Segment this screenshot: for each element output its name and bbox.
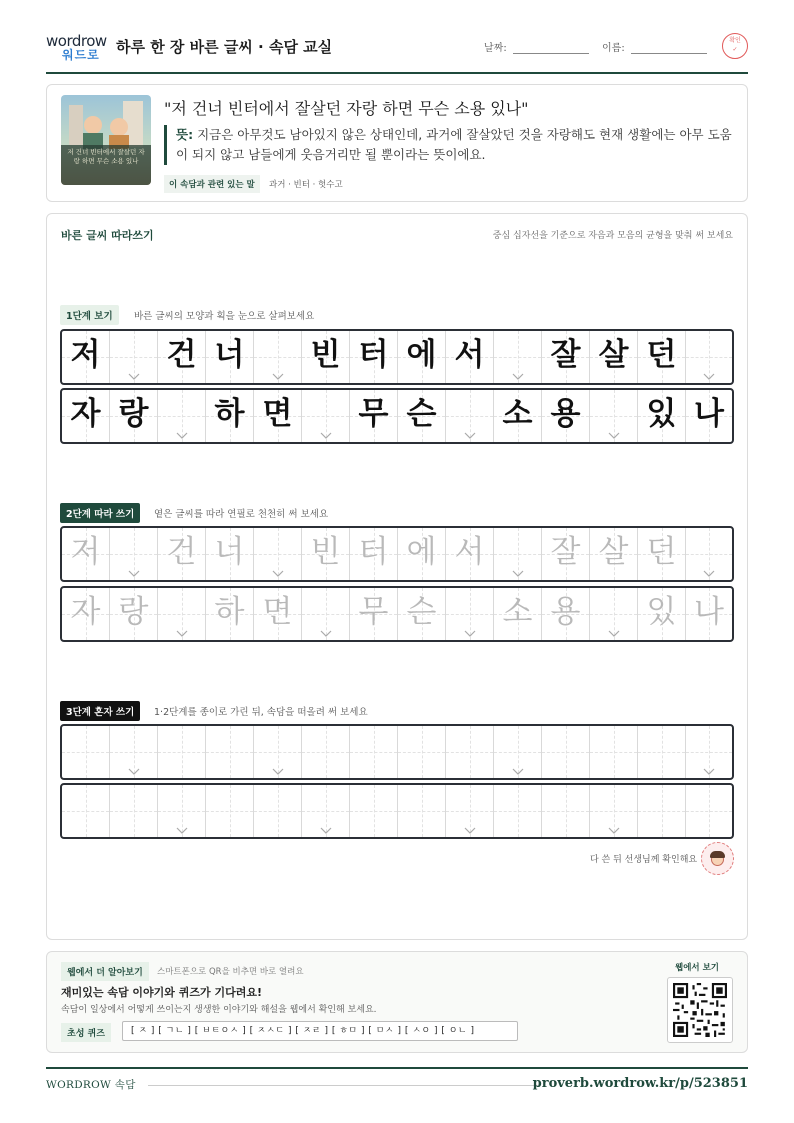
date-label: 날짜: bbox=[484, 43, 507, 54]
trace-character: 에 bbox=[406, 534, 437, 570]
name-blank[interactable] bbox=[631, 45, 707, 54]
model-character: 에 bbox=[406, 337, 437, 373]
grid-cell[interactable] bbox=[158, 528, 206, 580]
grid-cell[interactable] bbox=[638, 588, 686, 640]
trace-character: 랑 bbox=[118, 594, 149, 630]
grid-cell bbox=[350, 331, 398, 383]
grid-cell[interactable] bbox=[686, 785, 732, 837]
step2-row-2[interactable] bbox=[60, 586, 734, 642]
grid-cell[interactable] bbox=[302, 785, 350, 837]
grid-cell[interactable] bbox=[446, 528, 494, 580]
proverb-card bbox=[46, 84, 748, 202]
grid-cell bbox=[446, 331, 494, 383]
step3-tag: 3단계 혼자 쓰기 bbox=[60, 701, 140, 721]
trace-character: 나 bbox=[694, 594, 724, 630]
grid-cell bbox=[302, 331, 350, 383]
grid-cell bbox=[254, 331, 302, 383]
illustration-caption: 저 건너 빈터에서 잘살던 자랑 하면 무슨 소용 있나 bbox=[61, 145, 151, 185]
proverb-meaning bbox=[164, 125, 734, 165]
grid-cell[interactable] bbox=[494, 726, 542, 778]
space-mark-icon bbox=[128, 373, 140, 381]
space-mark-icon bbox=[272, 373, 284, 381]
space-mark-icon bbox=[320, 432, 332, 440]
trace-character: 서 bbox=[454, 534, 485, 570]
grid-cell[interactable] bbox=[398, 588, 446, 640]
chosung-quiz: [ ㅈ ] [ ㄱㄴ ] [ ㅂㅌㅇㅅ ] [ ㅈㅅㄷ ] [ ㅈㄹ ] [ ㅎㅁ ] [ ㅁㅅ ] [ ㅅㅇ ] [ ㅇㄴ ] bbox=[122, 1021, 518, 1041]
grid-cell bbox=[686, 390, 732, 442]
grid-cell[interactable] bbox=[446, 785, 494, 837]
date-field[interactable] bbox=[484, 39, 589, 54]
grid-cell[interactable] bbox=[398, 528, 446, 580]
space-mark-icon bbox=[320, 827, 332, 835]
related-label: 이 속담과 관련 있는 말 bbox=[164, 175, 260, 193]
space-mark-icon bbox=[703, 570, 715, 578]
page-title: 하루 한 장 바른 글씨 · 속담 교실 bbox=[116, 38, 333, 56]
grid-cell[interactable] bbox=[350, 785, 398, 837]
space-mark-icon bbox=[320, 630, 332, 638]
stamp-hair bbox=[710, 851, 725, 858]
grid-cell[interactable] bbox=[590, 726, 638, 778]
step1-row-1 bbox=[60, 329, 734, 385]
grid-cell bbox=[62, 331, 110, 383]
grid-cell bbox=[446, 390, 494, 442]
practice-note: 중심 십자선을 기준으로 자음과 모음의 균형을 맞춰 써 보세요 bbox=[492, 231, 733, 241]
quiz-tag: 초성 퀴즈 bbox=[61, 1023, 111, 1042]
grid-cell bbox=[398, 390, 446, 442]
grid-cell[interactable] bbox=[686, 726, 732, 778]
name-field[interactable] bbox=[602, 39, 707, 54]
grid-cell[interactable] bbox=[302, 588, 350, 640]
grid-cell[interactable] bbox=[638, 528, 686, 580]
model-character: 너 bbox=[214, 337, 245, 373]
grid-cell[interactable] bbox=[254, 785, 302, 837]
check-stamp-icon: 확인 ✓ bbox=[722, 33, 748, 59]
step2-row-1-cells[interactable] bbox=[62, 528, 732, 580]
grid-cell[interactable] bbox=[542, 528, 590, 580]
wordrow-logo[interactable] bbox=[46, 32, 108, 62]
model-character: 서 bbox=[454, 337, 485, 373]
model-character: 슨 bbox=[406, 396, 437, 432]
model-character: 면 bbox=[262, 396, 293, 432]
web-more-box bbox=[46, 951, 748, 1053]
space-mark-icon bbox=[272, 570, 284, 578]
logo-hangul: 워드로 bbox=[62, 48, 100, 62]
grid-cell[interactable] bbox=[254, 588, 302, 640]
grid-cell[interactable] bbox=[542, 588, 590, 640]
trace-character: 살 bbox=[598, 534, 629, 570]
space-mark-icon bbox=[128, 768, 140, 776]
grid-cell bbox=[590, 390, 638, 442]
grid-cell[interactable] bbox=[110, 726, 158, 778]
trace-character: 건 bbox=[166, 534, 197, 570]
model-character: 랑 bbox=[118, 396, 149, 432]
trace-character: 무 bbox=[358, 594, 389, 630]
grid-cell[interactable] bbox=[206, 528, 254, 580]
grid-cell[interactable] bbox=[446, 726, 494, 778]
grid-cell[interactable] bbox=[494, 588, 542, 640]
meaning-label: 뜻: bbox=[176, 127, 194, 142]
step3-row-2-cells[interactable] bbox=[62, 785, 732, 837]
space-mark-icon bbox=[176, 432, 188, 440]
grid-cell bbox=[350, 390, 398, 442]
space-mark-icon bbox=[464, 630, 476, 638]
name-label: 이름: bbox=[602, 43, 625, 54]
model-character: 잘 bbox=[550, 337, 581, 373]
grid-cell[interactable] bbox=[350, 588, 398, 640]
grid-cell bbox=[206, 390, 254, 442]
footer-divider bbox=[148, 1085, 538, 1086]
step3-row-1-cells[interactable] bbox=[62, 726, 732, 778]
model-character: 저 bbox=[70, 337, 101, 373]
space-mark-icon bbox=[176, 827, 188, 835]
grid-cell bbox=[158, 331, 206, 383]
model-character: 살 bbox=[598, 337, 629, 373]
step1-tag: 1단계 보기 bbox=[60, 305, 119, 325]
grid-cell bbox=[542, 331, 590, 383]
trace-character: 던 bbox=[646, 534, 677, 570]
grid-cell[interactable] bbox=[398, 726, 446, 778]
grid-cell[interactable] bbox=[638, 726, 686, 778]
grid-cell[interactable] bbox=[590, 528, 638, 580]
model-character: 자 bbox=[70, 396, 101, 432]
step2-row-1[interactable] bbox=[60, 526, 734, 582]
practice-title: 바른 글씨 따라쓰기 bbox=[61, 229, 154, 242]
model-character: 하 bbox=[214, 396, 245, 432]
grid-cell bbox=[158, 390, 206, 442]
qr-hint: 스마트폰으로 QR을 비추면 바로 열려요 bbox=[157, 967, 304, 977]
proverb-title: "저 건너 빈터에서 잘살던 자랑 하면 무슨 소용 있나" bbox=[164, 99, 529, 118]
space-mark-icon bbox=[703, 373, 715, 381]
trace-character: 잘 bbox=[550, 534, 581, 570]
step2-desc: 옅은 글씨를 따라 연필로 천천히 써 보세요 bbox=[154, 509, 329, 520]
teacher-note: 다 쓴 뒤 선생님께 확인해요 bbox=[590, 855, 698, 865]
proverb-url-link[interactable]: proverb.wordrow.kr/p/523851 bbox=[532, 1076, 748, 1091]
qr-label: 웹에서 보기 bbox=[674, 963, 719, 973]
grid-cell[interactable] bbox=[686, 528, 732, 580]
space-mark-icon bbox=[464, 827, 476, 835]
step3-desc: 1·2단계를 종이로 가린 뒤, 속담을 떠올려 써 보세요 bbox=[154, 707, 368, 718]
grid-cell[interactable] bbox=[206, 785, 254, 837]
trace-character: 소 bbox=[502, 594, 533, 630]
grid-cell bbox=[302, 390, 350, 442]
space-mark-icon bbox=[608, 630, 620, 638]
related-keywords: 과거 · 빈터 · 헛수고 bbox=[269, 180, 343, 190]
grid-cell[interactable] bbox=[206, 588, 254, 640]
grid-cell[interactable] bbox=[206, 726, 254, 778]
grid-cell[interactable] bbox=[62, 785, 110, 837]
trace-character: 터 bbox=[358, 534, 389, 570]
grid-cell bbox=[62, 390, 110, 442]
date-blank[interactable] bbox=[513, 45, 589, 54]
step2-row-2-cells[interactable] bbox=[62, 588, 732, 640]
grid-cell bbox=[542, 390, 590, 442]
trace-character: 용 bbox=[550, 594, 581, 630]
grid-cell[interactable] bbox=[158, 588, 206, 640]
grid-cell[interactable] bbox=[638, 785, 686, 837]
model-character: 건 bbox=[166, 337, 197, 373]
model-character: 터 bbox=[358, 337, 389, 373]
space-mark-icon bbox=[608, 827, 620, 835]
trace-character: 하 bbox=[214, 594, 245, 630]
teacher-stamp-icon bbox=[701, 842, 734, 875]
logo-wordmark: wordrow bbox=[46, 32, 107, 50]
space-mark-icon bbox=[512, 570, 524, 578]
grid-cell[interactable] bbox=[254, 528, 302, 580]
step2-tag: 2단계 따라 쓰기 bbox=[60, 503, 140, 523]
step1-desc: 바른 글씨의 모양과 획을 눈으로 살펴보세요 bbox=[134, 311, 315, 322]
grid-cell bbox=[110, 331, 158, 383]
grid-cell[interactable] bbox=[110, 528, 158, 580]
grid-cell bbox=[206, 331, 254, 383]
step3-row-2[interactable] bbox=[60, 783, 734, 839]
space-mark-icon bbox=[176, 630, 188, 638]
grid-cell[interactable] bbox=[686, 588, 732, 640]
grid-cell bbox=[494, 390, 542, 442]
trace-character: 빈 bbox=[310, 534, 341, 570]
step3-row-1[interactable] bbox=[60, 724, 734, 780]
qr-code-icon[interactable] bbox=[667, 977, 733, 1043]
grid-cell[interactable] bbox=[62, 528, 110, 580]
grid-cell[interactable] bbox=[542, 785, 590, 837]
grid-cell bbox=[110, 390, 158, 442]
trace-character: 면 bbox=[262, 594, 293, 630]
grid-cell[interactable] bbox=[110, 785, 158, 837]
space-mark-icon bbox=[703, 768, 715, 776]
grid-cell bbox=[494, 331, 542, 383]
space-mark-icon bbox=[608, 432, 620, 440]
qr-pattern bbox=[673, 983, 727, 1037]
trace-character: 저 bbox=[70, 534, 101, 570]
grid-cell[interactable] bbox=[254, 726, 302, 778]
footer-brand: WORDROW 속담 bbox=[46, 1079, 136, 1091]
grid-cell bbox=[638, 390, 686, 442]
grid-cell bbox=[254, 390, 302, 442]
trace-character: 자 bbox=[70, 594, 101, 630]
model-character: 나 bbox=[694, 396, 724, 432]
model-character: 던 bbox=[646, 337, 677, 373]
grid-cell[interactable] bbox=[62, 588, 110, 640]
grid-cell[interactable] bbox=[494, 785, 542, 837]
grid-cell[interactable] bbox=[62, 726, 110, 778]
grid-cell[interactable] bbox=[542, 726, 590, 778]
model-character: 있 bbox=[646, 396, 677, 432]
grid-cell[interactable] bbox=[350, 528, 398, 580]
grid-cell[interactable] bbox=[590, 588, 638, 640]
model-character: 용 bbox=[550, 396, 581, 432]
model-character: 무 bbox=[358, 396, 389, 432]
grid-cell[interactable] bbox=[110, 588, 158, 640]
step1-row-1-cells bbox=[62, 331, 732, 383]
web-more-desc: 속담이 일상에서 어떻게 쓰이는지 생생한 이야기와 해설을 웹에서 확인해 보세요. bbox=[61, 1005, 377, 1015]
web-more-tag: 웹에서 더 알아보기 bbox=[61, 962, 149, 981]
step1-row-2-cells bbox=[62, 390, 732, 442]
grid-cell[interactable] bbox=[398, 785, 446, 837]
trace-character: 슨 bbox=[406, 594, 437, 630]
page-header bbox=[46, 30, 748, 74]
grid-cell[interactable] bbox=[158, 726, 206, 778]
web-more-title: 재미있는 속담 이야기와 퀴즈가 기다려요! bbox=[61, 986, 262, 999]
trace-character: 있 bbox=[646, 594, 677, 630]
model-character: 소 bbox=[502, 396, 533, 432]
proverb-illustration bbox=[61, 95, 151, 185]
grid-cell[interactable] bbox=[302, 528, 350, 580]
grid-cell bbox=[398, 331, 446, 383]
grid-cell[interactable] bbox=[158, 785, 206, 837]
grid-cell[interactable] bbox=[350, 726, 398, 778]
grid-cell bbox=[590, 331, 638, 383]
step1-row-2 bbox=[60, 388, 734, 444]
space-mark-icon bbox=[128, 570, 140, 578]
grid-cell[interactable] bbox=[590, 785, 638, 837]
grid-cell bbox=[638, 331, 686, 383]
grid-cell[interactable] bbox=[446, 588, 494, 640]
space-mark-icon bbox=[464, 432, 476, 440]
grid-cell[interactable] bbox=[302, 726, 350, 778]
page-footer bbox=[46, 1067, 748, 1097]
model-character: 빈 bbox=[310, 337, 341, 373]
stamp-text: 확인 bbox=[729, 37, 741, 44]
space-mark-icon bbox=[272, 768, 284, 776]
grid-cell bbox=[686, 331, 732, 383]
space-mark-icon bbox=[512, 373, 524, 381]
space-mark-icon bbox=[512, 768, 524, 776]
grid-cell[interactable] bbox=[494, 528, 542, 580]
meaning-text: 지금은 아무것도 남아있지 않은 상태인데, 과거에 잘살았던 것을 자랑해도 현재 생활에는 아무 도움이 되지 않고 남들에게 웃음거리만 될 뿐이라는 뜻이에요. bbox=[176, 127, 732, 162]
trace-character: 너 bbox=[214, 534, 245, 570]
